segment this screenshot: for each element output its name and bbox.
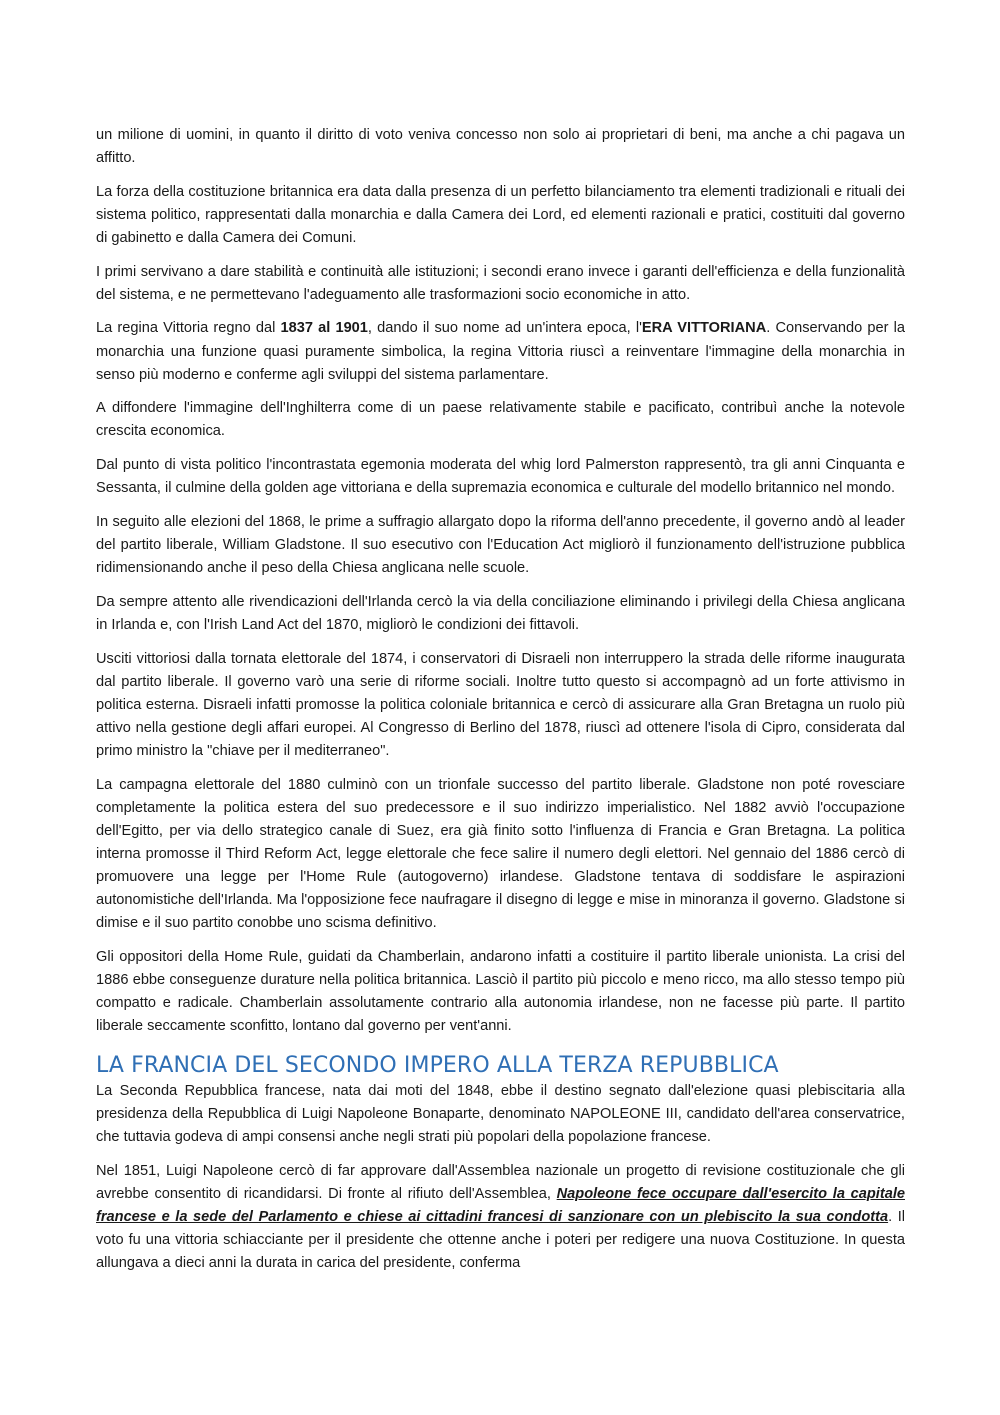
paragraph-second-republic: La Seconda Repubblica francese, nata dai moti del 1848, ebbe il destino segnato dall'elezione quasi plebiscitaria alla presidenza della Repubblica di Luigi Napoleone Bonaparte, denominato NAPOLEONE III, candidato dell'area conservatrice, che tuttavia godeva di ampi consensi anche negli strati più popolari della popolazione francese.	[96, 1083, 905, 1146]
victoria-text-3: . Conservando per la monarchia una funzione quasi puramente simbolica, la regina Vittoria riuscì a reinventare l'immagine della monarchia in senso più moderno e conferme agli sviluppi del sistema parlamentare.	[96, 320, 905, 383]
paragraph-palmerston: Dal punto di vista politico l'incontrastata egemonia moderata del whig lord Palmerston rappresentò, tra gli anni Cinquanta e Sessanta, il culmine della golden age vittoriana e della supremazia economica e culturale del modello britannico nel mondo.	[96, 457, 905, 497]
victorian-era-term: ERA VITTORIANA	[641, 320, 767, 337]
paragraph-suffrage: un milione di uomini, in quanto il diritto di voto veniva concesso non solo ai proprietari di beni, ma anche a chi pagava un affitto.	[96, 127, 905, 167]
paragraph-campaign-1880: La campagna elettorale del 1880 culminò con un trionfale successo del partito liberale. Gladstone non poté rovesciare completamente la politica estera del suo predecessore e il suo indirizzo imperialistico. Nel 1882 avviò l'occupazione dell'Egitto, per via dello strategico canale di Suez, era già finito sotto l'influenza di Francia e Gran Bretagna. La politica interna promosse il Third Reform Act, legge elettorale che fece salire il numero degli elettori. Nel gennaio del 1886 cercò di promuovere una legge per l'Home Rule (autogoverno) irlandese. Gladstone tentava di soddisfare le aspirazioni autonomistiche dell'Irlanda. Ma l'opposizione fece naufragare il disegno di legge e mise in minoranza il governo. Gladstone si dimise e il suo partito conobbe uno scisma definitivo.	[96, 776, 905, 932]
paragraph-institutions: I primi servivano a dare stabilità e continuità alle istituzioni; i secondi erano invece i garanti dell'efficienza e della funzionalità del sistema, e ne permettevano l'adeguamento alle trasformazioni socio economiche in atto.	[96, 263, 905, 303]
napoleon-text-1: Nel 1851, Luigi Napoleone cercò di far approvare dall'Assemblea nazionale un progetto di revisione costituzionale che gli avrebbe consentito di ricandidarsi. Di fronte al rifiuto dell'Assemblea,	[96, 1163, 905, 1203]
paragraph-disraeli: Usciti vittoriosi dalla tornata elettorale del 1874, i conservatori di Disraeli non interruppero la strada delle riforme inaugurata dal partito liberale. Il governo varò una serie di riforme sociali. Inoltre tutto questo si accompagnò ad un forte attivismo in politica esterna. Disraeli infatti promosse la politica coloniale britannica e cercò di assicurare alla Gran Bretagna un ruolo più attivo nella gestione degli affari europei. Al Congresso di Berlino del 1878, riuscì ad ottenere l'isola di Cipro, considerata dal primo ministro la "chiave per il mediterraneo".	[96, 650, 905, 759]
paragraph-economic-growth: A diffondere l'immagine dell'Inghilterra come di un paese relativamente stabile e pacificato, contribuì anche la notevole crescita economica.	[96, 400, 905, 440]
paragraph-queen-victoria	[96, 317, 905, 386]
victoria-text-2: , dando il suo nome ad un'intera epoca, l'	[367, 320, 642, 337]
victoria-reign-years: 1837 al 1901	[280, 320, 368, 337]
napoleon-emphasis: Napoleone fece occupare dall'esercito la capitale francese e la sede del Parlamento e chiese ai cittadini francesi di sanzionare con un plebiscito la sua condotta	[96, 1186, 905, 1226]
paragraph-british-constitution: La forza della costituzione britannica era data dalla presenza di un perfetto bilanciamento tra elementi tradizionali e rituali dei sistema politico, rappresentati dalla monarchia e dalla Camera dei Lord, ed elementi razionali e pratici, costituiti dal governo di gabinetto e dalla Camera dei Comuni.	[96, 183, 905, 246]
document-page	[96, 124, 905, 1286]
paragraph-gladstone: In seguito alle elezioni del 1868, le prime a suffragio allargato dopo la riforma dell'anno precedente, il governo andò al leader del partito liberale, William Gladstone. Il suo esecutivo con l'Education Act migliorò il funzionamento dell'istruzione pubblica ridimensionando anche il peso della Chiesa anglicana nelle scuole.	[96, 513, 905, 577]
paragraph-home-rule-opponents: Gli oppositori della Home Rule, guidati da Chamberlain, andarono infatti a costituire il partito liberale unionista. La crisi del 1886 ebbe conseguenze durature nella politica britannica. Lasciò il partito più piccolo e meno ricco, ma allo stesso tempo più compatto e radicale. Chamberlain assolutamente contrario alla autonomia irlandese, non ne facesse più parte. Il partito liberale seccamente sconfitto, lontano dal governo per vent'anni.	[96, 948, 905, 1035]
napoleon-text-2: . Il voto fu una vittoria schiacciante per il presidente che ottenne anche i poteri per redigere una nuova Costituzione. In questa allungava a dieci anni la durata in carica del presidente, conferma	[96, 1209, 905, 1272]
victoria-text-1: La regina Vittoria regno dal	[96, 320, 281, 337]
section-heading: LA FRANCIA DEL SECONDO IMPERO ALLA TERZA REPUBBLICA	[96, 1053, 779, 1079]
paragraph-napoleon-1851	[96, 1160, 905, 1275]
paragraph-ireland: Da sempre attento alle rivendicazioni dell'Irlanda cercò la via della conciliazione eliminando i privilegi della Chiesa anglicana in Irlanda e, con l'Irish Land Act del 1870, migliorò le condizioni dei fittavoli.	[96, 593, 905, 633]
